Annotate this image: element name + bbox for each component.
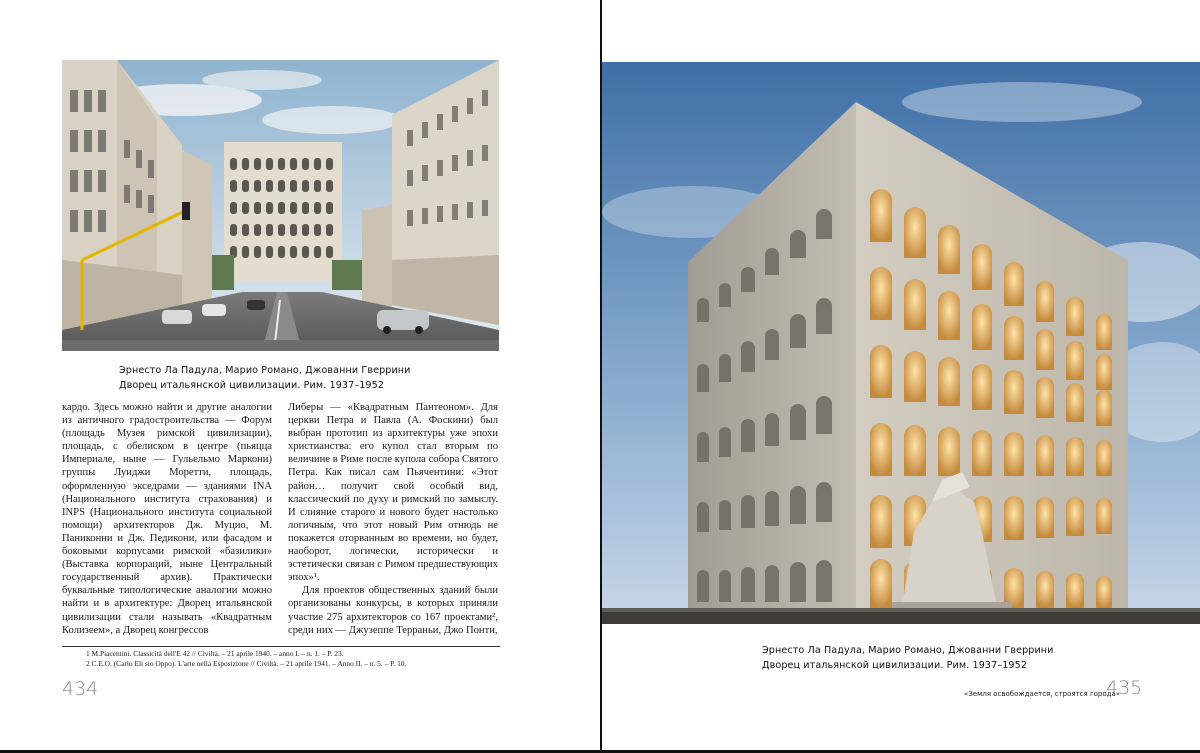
body-paragraph: Для проектов общественных зданий были организованы конкурсы, в которых приняли участие 275 архитекторов со 167 проектами², среди них — Джузеппе Терраньи, Джо Понти,	[288, 585, 498, 636]
text-column-2	[288, 401, 498, 637]
left-photo-caption	[119, 363, 499, 393]
text-column-1	[62, 401, 272, 637]
right-photo-caption	[762, 643, 1142, 673]
left-page	[0, 0, 600, 750]
footnote-1: 1 M.Piacentini. Classicità dell'E 42 // Civiltà. – 21 aprile 1940. – anno I. – n. 1. – P. 23.	[86, 649, 344, 658]
body-paragraph: кардо. Здесь можно найти и другие аналогии из античного градостроительства — Форум (площадь Музея римской цивилизации), площадь, с обелиском в центре (пьяцца Империале, ныне — Гульельмо Маркони) группы Луиджи Моретти, площадь, оформленную экседрами — зданиями INA (Национального института страхования) и INPS (Национального института социальной помощи) архитекторов Дж. Муцио, М. Паниконни и Дж. Педикони, или фасадом и боковыми корпусами римской «базилики» (Выставка корпораций, ныне Центральный государственный архив). Практически буквальные типологические аналогии можно найти и в архитектуре: Дворец итальянской цивилизации стали называть «Квадратным Колизеем», а Дворец конгрессов	[62, 402, 272, 636]
palazzo-photo	[602, 62, 1200, 624]
body-paragraph: Либеры — «Квадратным Пантеоном». Для церкви Петра и Павла (А. Фоскини) был выбран прототип из архитектуры уже эпохи христианства: его купол стал вторым по величине в Риме после купола собора Святого Петра. Как писал сам Пьячентини: «Этот район… получит свой особый вид, классический по духу и римский по замыслу. И слияние старого и нового будет настолько логичным, что этот новый Рим отнюдь не покажется оторванным во времени, но будет, наоборот, логически, исторически и эстетически связан с Римом предшествующих эпох»¹.	[288, 402, 498, 584]
right-page	[602, 0, 1200, 750]
page-number-right: 435	[1106, 677, 1143, 699]
page-number-left: 434	[62, 678, 99, 700]
street-view-photo	[62, 60, 499, 351]
caption-authors: Эрнесто Ла Падула, Марио Романо, Джованни Гверрини	[119, 365, 411, 376]
footnotes	[86, 649, 506, 669]
footnote-2: 2 C.E.O. (Carlo Eli sio Oppo). L'arte nella Esposizione // Civiltà. – 21 aprile 1941. – Anno II. – n. 5. – P. 10.	[86, 659, 407, 668]
footnote-divider	[62, 646, 500, 647]
caption-title: Дворец итальянской цивилизации. Рим. 1937–1952	[762, 660, 1028, 671]
running-head: «Земля освобождается, строятся города»	[964, 690, 1121, 698]
caption-authors: Эрнесто Ла Падула, Марио Романо, Джованни Гверрини	[762, 645, 1054, 656]
caption-title: Дворец итальянской цивилизации. Рим. 1937–1952	[119, 380, 385, 391]
